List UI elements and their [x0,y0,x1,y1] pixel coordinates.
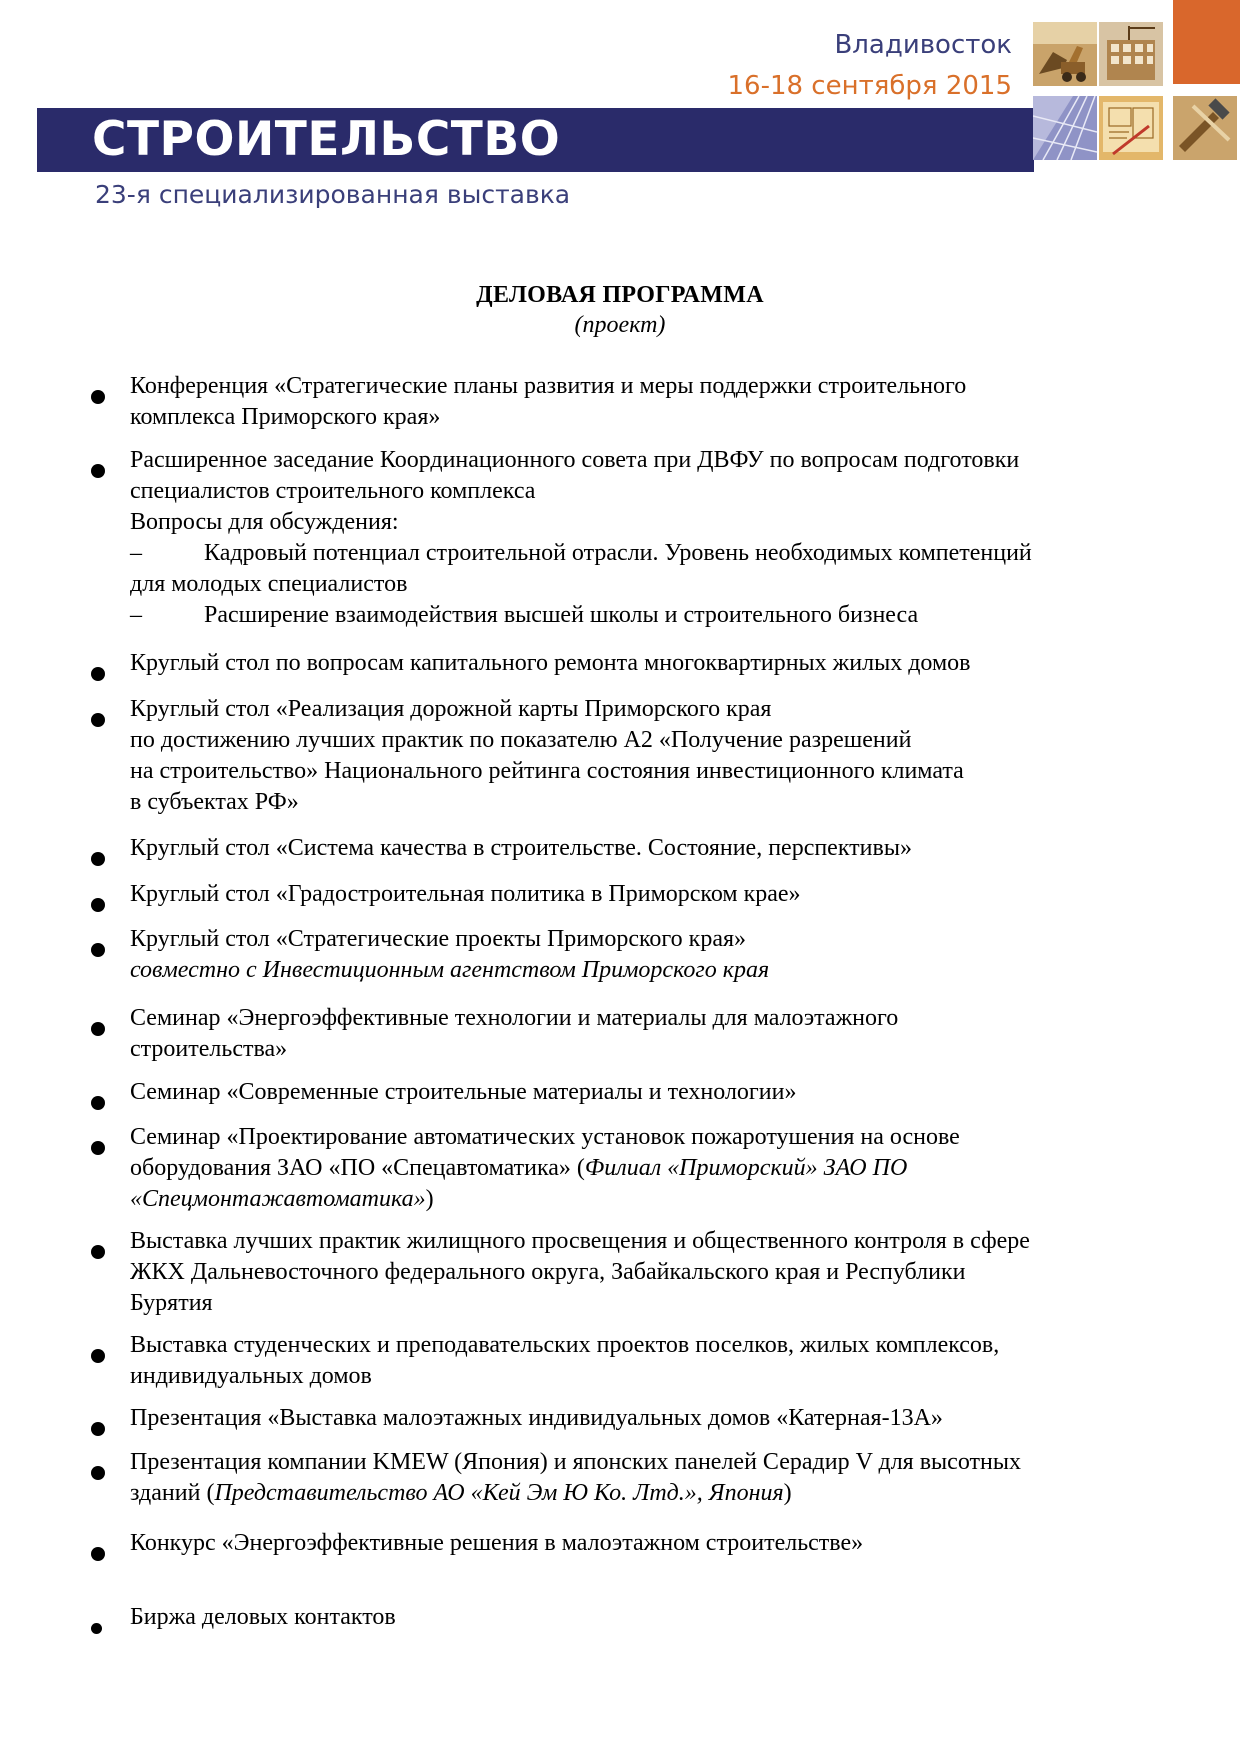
blueprint-photo [1099,96,1163,160]
dash-marker: – [130,540,142,566]
item-text: ) [425,1186,434,1212]
item-line: Выставка студенческих и преподавательских проектов поселков, жилых комплексов, [130,1332,1000,1358]
header-photo-collage [1033,0,1240,172]
program-item [130,445,1160,631]
item-line: Круглый стол «Градостроительная политика в Приморском крае» [130,881,801,907]
item-line: для молодых специалистов [130,571,408,597]
event-dates: 16-18 сентября 2015 [727,71,1012,101]
item-line: Семинар «Энергоэффективные технологии и материалы для малоэтажного [130,1005,899,1031]
item-text-italic: Представительство АО «Кей Эм Ю Ко. Лтд.», Япония [214,1480,784,1506]
bullet-icon [91,1245,105,1259]
glass-building-photo [1033,96,1097,160]
item-line: Конкурс «Энергоэффективные решения в малоэтажном строительстве» [130,1530,864,1556]
item-line: ЖКХ Дальневосточного федерального округа, Забайкальского края и Республики [130,1259,966,1285]
program-item [130,1528,1160,1559]
bullet-icon [91,898,105,912]
program-item [130,1330,1160,1392]
program-item [130,1602,1160,1633]
item-line [130,1478,1160,1509]
item-line: Презентация «Выставка малоэтажных индивидуальных домов «Катерная-13А» [130,1405,943,1431]
bullet-icon [91,713,105,727]
dash-marker: – [130,602,142,628]
program-item [130,1226,1160,1319]
item-line: Семинар «Проектирование автоматических установок пожаротушения на основе [130,1124,960,1150]
item-line: Расширенное заседание Координационного совета при ДВФУ по вопросам подготовки [130,447,1020,473]
program-item [130,1077,1160,1108]
bullet-icon [91,943,105,957]
item-line [130,1153,1160,1184]
bullet-icon [91,1623,102,1634]
item-line: Конференция «Стратегические планы развития и меры поддержки строительного [130,373,967,399]
excavator-photo [1033,22,1097,86]
item-line: специалистов строительного комплекса [130,478,536,504]
item-line: в субъектах РФ» [130,789,299,815]
bullet-icon [91,852,105,866]
accent-square [1173,0,1240,84]
item-line: комплекса Приморского края» [130,404,441,430]
program-subtitle: (проект) [574,312,666,338]
item-line: Презентация компании KMEW (Япония) и японских панелей Серадир V для высотных [130,1449,1021,1475]
discussion-point [130,600,1160,631]
bullet-icon [91,464,105,478]
item-line: Расширение взаимодействия высшей школы и строительного бизнеса [204,602,919,628]
item-text-italic: «Спецмонтажавтоматика» [130,1186,426,1212]
program-title: ДЕЛОВАЯ ПРОГРАММА [476,282,764,308]
item-line: Биржа деловых контактов [130,1604,396,1630]
bullet-icon [91,1466,105,1480]
item-line: на строительство» Национального рейтинга состояния инвестиционного климата [130,758,964,784]
item-line: Круглый стол «Система качества в строительстве. Состояние, перспективы» [130,835,912,861]
item-line: Круглый стол «Стратегические проекты Приморского края» [130,926,747,952]
item-line: Круглый стол «Реализация дорожной карты Приморского края [130,696,772,722]
item-line: Кадровый потенциал строительной отрасли. Уровень необходимых компетенций [204,540,1032,566]
event-title: СТРОИТЕЛЬСТВО [92,112,561,167]
program-item [130,1447,1160,1509]
item-text: оборудования ЗАО «ПО «Спецавтоматика» ( [130,1155,585,1181]
item-line-italic: совместно с Инвестиционным агентством Приморского края [130,957,770,983]
event-city: Владивосток [834,30,1012,60]
item-text: ) [783,1480,792,1506]
item-line: Бурятия [130,1290,213,1316]
program-item [130,1003,1160,1065]
program-item [130,694,1160,818]
tools-photo [1173,96,1237,160]
program-item [130,833,1160,864]
program-item [130,879,1160,910]
program-item [130,924,1160,986]
bullet-icon [91,667,105,681]
program-item [130,1403,1160,1434]
item-line: Выставка лучших практик жилищного просвещения и общественного контроля в сфере [130,1228,1030,1254]
program-item [130,371,1160,433]
program-item [130,1122,1160,1215]
bullet-icon [91,390,105,404]
item-line: индивидуальных домов [130,1363,372,1389]
program-item [130,648,1160,679]
item-text: зданий ( [130,1480,215,1506]
item-line: Круглый стол по вопросам капитального ремонта многоквартирных жилых домов [130,650,971,676]
item-line [130,1184,1160,1215]
bullet-icon [91,1349,105,1363]
item-line: Семинар «Современные строительные материалы и технологии» [130,1079,797,1105]
item-text-italic: Филиал «Приморский» ЗАО ПО [584,1155,908,1181]
bullet-icon [91,1096,105,1110]
discussion-label: Вопросы для обсуждения: [130,509,399,535]
item-line: по достижению лучших практик по показателю А2 «Получение разрешений [130,727,912,753]
discussion-point [130,538,1160,569]
building-site-photo [1099,22,1163,86]
item-line: строительства» [130,1036,288,1062]
event-subtitle: 23-я специализированная выставка [95,180,571,209]
bullet-icon [91,1547,105,1561]
bullet-icon [91,1422,105,1436]
bullet-icon [91,1022,105,1036]
bullet-icon [91,1141,105,1155]
